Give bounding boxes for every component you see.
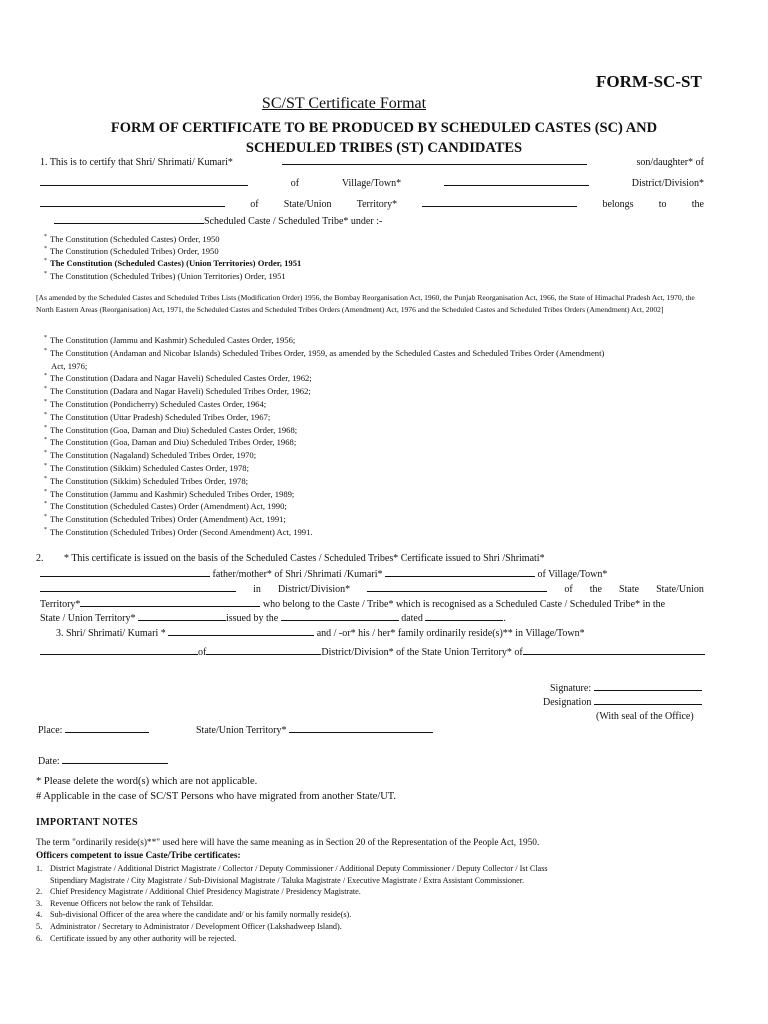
officer-item-number: 1. (36, 864, 43, 873)
district-blank[interactable] (40, 197, 225, 207)
order-b-text: The Constitution (Jammu and Kashmir) Scheduled Tribes Order, 1989; (50, 488, 295, 499)
scheduled-caste-tribe-under: Scheduled Caste / Scheduled Tribe* under :- (204, 216, 383, 227)
officer-item-text: Stipendiary Magistrate / City Magistrate / Sub-Divisional Magistrate / Taluka Magistrate / Executive Magistrate / Extra Assistant Commissioner. (50, 875, 525, 885)
officer-item-text: Sub-divisional Officer of the area where the candidate and/ or his family normally reside(s). (50, 910, 352, 920)
order-b-item (44, 450, 256, 460)
order-b-text: The Constitution (Nagaland) Scheduled Tribes Order, 1970; (50, 450, 257, 461)
state-territory-label: State/Union Territory* (196, 725, 287, 736)
officer-list-item (36, 876, 524, 885)
order-b-text: The Constitution (Scheduled Castes) Order (Amendment) Act, 1990; (50, 501, 287, 512)
district-state-text: District/Division* of the State Union Territory* of (321, 647, 523, 658)
order-a-item (44, 234, 220, 244)
ordinarily-reside-note: The term "ordinarily reside(s)**" used here will have the same meaning as in Section 20 of the Representation of the People Act, 1950. (36, 838, 540, 848)
order-b-item (44, 489, 294, 499)
asterisk-marker: * (44, 437, 47, 444)
caste-blank[interactable] (54, 214, 204, 224)
para2-intro: * This certificate is issued on the basis of the Scheduled Castes / Scheduled Tribes* Certificate issued to Shri /Shrimati* (64, 553, 545, 564)
form-code: FORM-SC-ST (596, 72, 702, 91)
order-b-item (44, 514, 286, 524)
officer-item-number: 5. (36, 922, 43, 931)
format-title: SC/ST Certificate Format (261, 95, 427, 112)
of-label-3: of (198, 647, 207, 658)
para3-intro: 3. Shri/ Shrimati/ Kumari * (56, 628, 166, 639)
designation-label: Designation (543, 697, 592, 708)
officer-item-text: Administrator / Secretary to Administrator / Development Officer (Lakshadweep Island). (50, 922, 342, 931)
seal-note: (With seal of the Office) (596, 711, 694, 722)
officer-item-number: 3. (36, 898, 43, 908)
asterisk-marker: * (44, 501, 47, 508)
order-b-text: The Constitution (Dadara and Nagar Haveli) Scheduled Castes Order, 1962; (50, 373, 312, 384)
para2-number: 2. (36, 553, 44, 564)
signature-blank[interactable] (594, 681, 702, 691)
village-label: Village/Town* (341, 178, 402, 189)
amended-note: [As amended by the Scheduled Castes and Scheduled Tribes Lists (Modification Order) 1956, the Bombay Reorganisation Act, 1960, the Punjab Reorganisation Act, 1966, the State of Himachal Pradesh Act, 1970, the North Eastern Areas (Reorganisation) Act, 1971, the Scheduled Castes and Scheduled Tribes Orders (Amendment) Act, 1976 and the Scheduled Castes and Scheduled Tribes Orders (Amendment) Act, 2002] (36, 293, 695, 314)
order-b-item (44, 412, 270, 422)
order-b-text: Act, 1976; (51, 360, 88, 371)
asterisk-marker: * (44, 258, 47, 265)
of-label: of (250, 199, 259, 210)
order-b-text: The Constitution (Sikkim) Scheduled Castes Order, 1978; (50, 463, 249, 473)
date-line (38, 754, 168, 767)
residence-state-blank[interactable] (523, 645, 705, 655)
important-notes-heading: IMPORTANT NOTES (36, 817, 138, 828)
para2-line-5: State / Union Territory* issued by the dated . (40, 613, 506, 624)
asterisk-marker: * (44, 488, 47, 495)
issued-by-label: issued by the (226, 613, 279, 624)
asterisk-marker: * (44, 450, 47, 457)
recognised-text: who belong to the Caste / Tribe* which is recognised as a Scheduled Caste / Scheduled Tribe* in the (262, 599, 666, 610)
father-name-blank[interactable] (385, 567, 535, 577)
order-a-item (44, 246, 219, 256)
designation-line (543, 695, 702, 708)
order-a-text: The Constitution (Scheduled Tribes) Order, 1950 (50, 246, 219, 257)
footnote-migrated: # Applicable in the case of SC/ST Persons who have migrated from another State/UT. (36, 791, 397, 802)
state-union-label-2: State/Union (656, 584, 704, 595)
asterisk-marker: * (44, 270, 47, 277)
candidate-name-blank[interactable] (168, 626, 314, 636)
officer-item-text: Certificate issued by any other authority will be rejected. (50, 933, 237, 943)
order-b-text: The Constitution (Dadara and Nagar Haveli) Scheduled Tribes Order, 1962; (50, 386, 311, 397)
state-union-label: State/Union (283, 199, 332, 210)
officer-list-item (36, 887, 361, 896)
asterisk-marker: * (44, 527, 47, 533)
territory-blank[interactable] (80, 597, 260, 607)
main-title-line-2: SCHEDULED TRIBES (ST) CANDIDATES (245, 140, 523, 156)
residence-district-blank[interactable] (206, 645, 321, 655)
order-b-item (44, 437, 296, 447)
para1-line-2 (40, 176, 704, 189)
name-blank[interactable] (282, 155, 587, 165)
order-b-text: The Constitution (Pondicherry) Scheduled Castes Order, 1964; (50, 399, 267, 409)
officer-item-number: 4. (36, 910, 43, 920)
para1-line-3 (40, 197, 704, 210)
district-blank-2[interactable] (367, 582, 547, 592)
of-label: of (290, 178, 300, 189)
officer-list-item (36, 899, 213, 908)
designation-blank[interactable] (594, 695, 702, 705)
para2-line-4 (40, 597, 665, 610)
order-b-item (44, 386, 311, 396)
order-b-item (44, 476, 248, 486)
asterisk-marker: * (44, 463, 47, 469)
territory-label: Territory* (356, 199, 398, 210)
belongs-label: belongs (602, 199, 634, 210)
father-mother-label: father/mother* of Shri /Shrimati /Kumari* (212, 569, 383, 580)
order-b-text: The Constitution (Andaman and Nicobar Islands) Scheduled Tribes Order, 1959, as amended by the Scheduled Castes and Scheduled Tribes Order (Amendment) (50, 347, 605, 358)
order-b-item (51, 361, 87, 371)
state-territory-blank[interactable] (289, 723, 433, 733)
village-blank[interactable] (444, 176, 589, 186)
para3-line-1 (56, 626, 585, 639)
order-b-text: The Constitution (Scheduled Tribes) Order (Amendment) Act, 1991; (50, 514, 286, 525)
place-blank[interactable] (65, 723, 149, 733)
officer-item-text: Revenue Officers not below the rank of Tehsildar. (50, 898, 214, 908)
officer-item-number: 6. (36, 933, 43, 943)
date-blank[interactable] (62, 754, 168, 764)
asterisk-marker: * (44, 411, 47, 418)
para1-line-1 (40, 155, 704, 168)
para3-line-2 (40, 645, 705, 658)
order-b-text: The Constitution (Scheduled Tribes) Order (Second Amendment) Act, 1991. (50, 527, 313, 537)
para1-certify-text: 1. This is to certify that Shri/ Shrimati/ Kumari* (40, 157, 233, 168)
order-b-text: The Constitution (Goa, Daman and Diu) Scheduled Tribes Order, 1968; (50, 437, 297, 448)
order-b-item (44, 425, 297, 435)
main-title (40, 118, 728, 158)
order-b-item (44, 373, 312, 383)
signature-label: Signature: (550, 683, 592, 694)
officer-list-item (36, 922, 342, 931)
state-line (196, 723, 433, 736)
dated-blank[interactable] (425, 611, 503, 621)
order-b-item (44, 527, 313, 537)
officer-list-item (36, 910, 351, 919)
order-a-item (44, 271, 286, 281)
order-b-text: The Constitution (Jammu and Kashmir) Scheduled Castes Order, 1956; (50, 335, 296, 345)
issued-by-blank[interactable] (281, 611, 399, 621)
asterisk-marker: * (44, 386, 47, 393)
district-label: District/Division* (631, 178, 704, 189)
dated-label: dated (401, 613, 423, 624)
asterisk-marker: * (44, 347, 47, 354)
footnote-delete: * Please delete the word(s) which are not applicable. (36, 776, 258, 787)
order-b-item (44, 335, 295, 345)
officer-item-text: Chief Presidency Magistrate / Additional Chief Presidency Magistrate / Presidency Magistrate. (50, 887, 361, 897)
residence-village-blank[interactable] (40, 645, 198, 655)
the-label: the (691, 199, 704, 210)
family-reside-text: and / -or* his / her* family ordinarily reside(s)** in Village/Town* (316, 628, 585, 639)
issued-to-blank[interactable] (40, 567, 210, 577)
asterisk-marker: * (44, 335, 47, 341)
order-b-text: The Constitution (Sikkim) Scheduled Tribes Order, 1978; (50, 475, 249, 486)
order-a-item (44, 258, 301, 268)
order-a-text: The Constitution (Scheduled Tribes) (Union Territories) Order, 1951 (50, 270, 286, 281)
state-ut-blank[interactable] (138, 611, 226, 621)
the-label-2: the (589, 584, 602, 595)
territory-label-2: Territory* (40, 599, 81, 610)
parent-name-blank[interactable] (40, 176, 248, 186)
order-b-item (44, 348, 604, 358)
order-b-item (44, 399, 266, 409)
order-b-text: The Constitution (Goa, Daman and Diu) Scheduled Castes Order, 1968; (50, 424, 298, 435)
asterisk-marker: * (44, 424, 47, 431)
asterisk-marker: * (44, 373, 47, 380)
son-daughter-label: son/daughter* of (636, 157, 704, 168)
order-b-item (44, 463, 249, 473)
asterisk-marker: * (44, 246, 47, 253)
asterisk-marker: * (44, 475, 47, 482)
asterisk-marker: * (44, 234, 47, 240)
asterisk-marker: * (44, 514, 47, 521)
para2-line-1 (36, 553, 545, 564)
signature-line (550, 681, 702, 694)
of-label-2: of (564, 584, 573, 595)
to-label: to (658, 199, 667, 210)
para1-line-4 (54, 214, 382, 227)
village-blank-2[interactable] (40, 582, 236, 592)
district-label-2: District/Division* (277, 584, 351, 595)
officer-item-text: District Magistrate / Additional District Magistrate / Collector / Deputy Commissioner / Additional Deputy Commissioner / Deputy Collector / Ist Class (50, 864, 548, 873)
para2-line-2 (40, 567, 607, 580)
place-label: Place: (38, 725, 63, 736)
officer-item-number: 2. (36, 887, 43, 897)
state-ut-label: State / Union Territory* (40, 613, 136, 624)
officers-heading: Officers competent to issue Caste/Tribe certificates: (36, 851, 241, 861)
officer-list-item (36, 864, 548, 873)
state-label-2: State (619, 584, 640, 595)
village-town-label: of Village/Town* (537, 569, 608, 580)
state-blank[interactable] (422, 197, 577, 207)
date-label: Date: (38, 756, 60, 767)
officer-list-item (36, 934, 236, 943)
order-a-text: The Constitution (Scheduled Castes) Order, 1950 (50, 234, 220, 244)
order-b-item (44, 501, 287, 511)
order-b-text: The Constitution (Uttar Pradesh) Scheduled Tribes Order, 1967; (50, 411, 271, 422)
main-title-line-1: FORM OF CERTIFICATE TO BE PRODUCED BY SCHEDULED CASTES (SC) AND (110, 120, 658, 136)
order-a-text: The Constitution (Scheduled Castes) (Union Territories) Order, 1951 (50, 258, 302, 269)
para2-line-3 (40, 582, 704, 595)
place-line (38, 723, 149, 736)
asterisk-marker: * (44, 399, 47, 405)
in-label: in (253, 584, 261, 595)
